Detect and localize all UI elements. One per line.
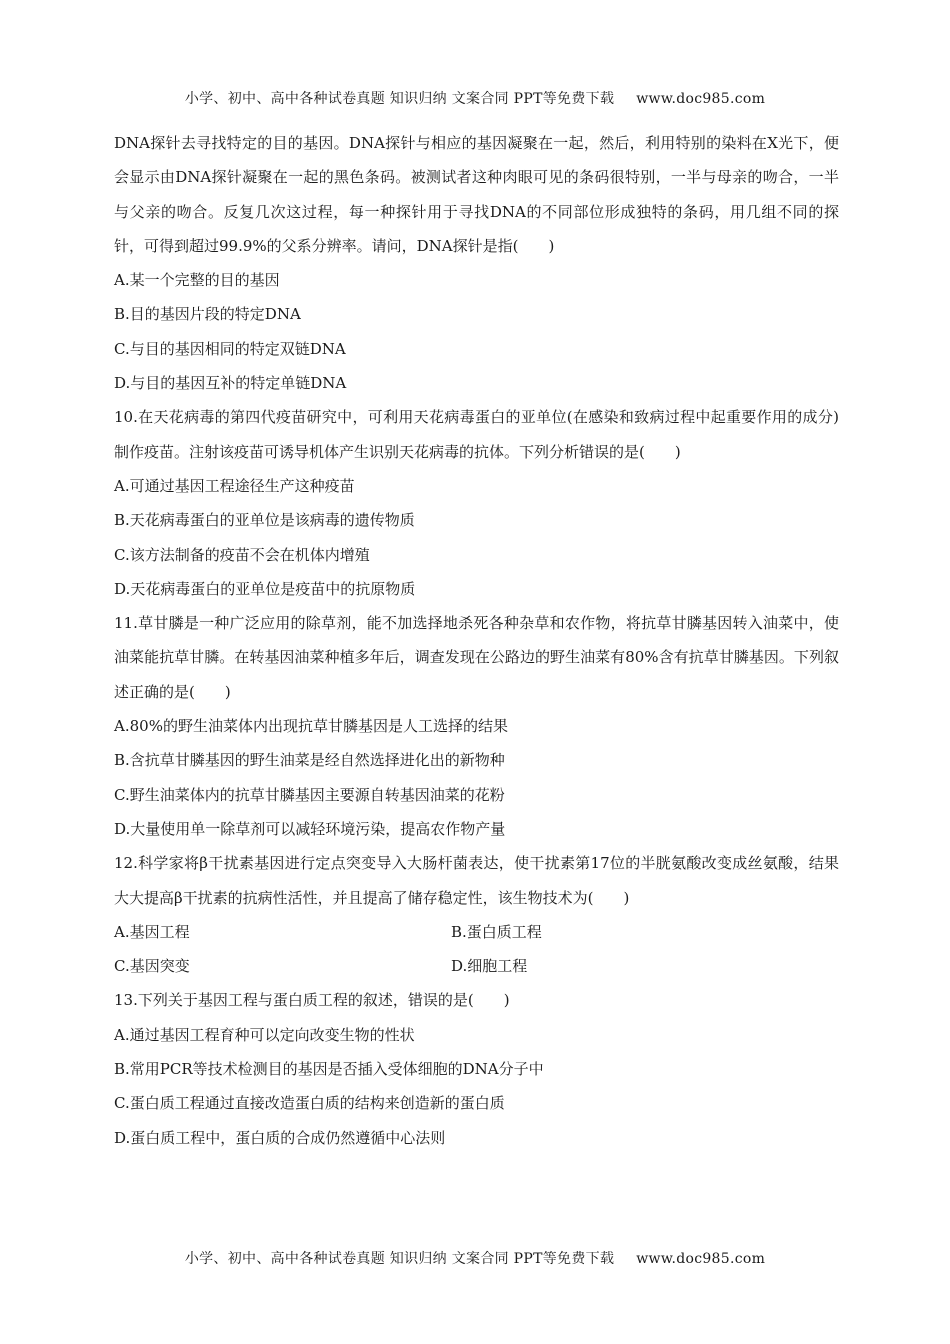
q10-option-c: C.该方法制备的疫苗不会在机体内增殖	[114, 545, 370, 564]
header-site: www.doc985.com	[636, 91, 766, 107]
q13-option-b: B.常用PCR等技术检测目的基因是否插入受体细胞的DNA分子中	[114, 1060, 544, 1079]
header-text: 小学、初中、高中各种试卷真题 知识归纳 文案合同 PPT等免费下载	[184, 91, 615, 107]
q12-options-row-2	[114, 949, 839, 983]
q12-option-b: B.蛋白质工程	[451, 922, 542, 941]
q9-option-b: B.目的基因片段的特定DNA	[114, 305, 301, 324]
q11-option-a: A.80%的野生油菜体内出现抗草甘膦基因是人工选择的结果	[114, 717, 508, 736]
q10-option-d: D.天花病毒蛋白的亚单位是疫苗中的抗原物质	[114, 579, 416, 598]
q11-stem: 11.草甘膦是一种广泛应用的除草剂，能不加选择地杀死各种杂草和农作物，将抗草甘膦基因转入油菜中，使油菜能抗草甘膦。在转基因油菜种植多年后，调查发现在公路边的野生油菜有80%含有抗草甘膦基因。下列叙述正确的是( )	[114, 614, 839, 701]
q9-option-d: D.与目的基因互补的特定单链DNA	[114, 374, 347, 393]
page-header	[0, 88, 950, 108]
page-content	[114, 126, 839, 1155]
q10-option-b: B.天花病毒蛋白的亚单位是该病毒的遗传物质	[114, 511, 415, 530]
q12-stem: 12.科学家将β干扰素基因进行定点突变导入大肠杆菌表达，使干扰素第17位的半胱氨酸改变成丝氨酸，结果大大提高β干扰素的抗病性活性，并且提高了储存稳定性，该生物技术为( )	[114, 854, 839, 907]
q11-option-b: B.含抗草甘膦基因的野生油菜是经自然选择进化出的新物种	[114, 751, 505, 770]
q13-option-a: A.通过基因工程育种可以定向改变生物的性状	[114, 1025, 415, 1044]
q12-options-row-1	[114, 915, 839, 949]
q12-option-a: A.基因工程	[114, 922, 190, 941]
q13-option-c: C.蛋白质工程通过直接改造蛋白质的结构来创造新的蛋白质	[114, 1094, 505, 1113]
footer-text: 小学、初中、高中各种试卷真题 知识归纳 文案合同 PPT等免费下载	[184, 1251, 615, 1267]
q9-stem: DNA探针去寻找特定的目的基因。DNA探针与相应的基因凝聚在一起，然后，利用特别的染料在X光下，便会显示由DNA探针凝聚在一起的黑色条码。被测试者这种肉眼可见的条码很特别，一半与母亲的吻合，一半与父亲的吻合。反复几次这过程，每一种探针用于寻找DNA的不同部位形成独特的条码，用几组不同的探针，可得到超过99.9%的父系分辨率。请问，DNA探针是指( )	[114, 134, 839, 255]
q13-option-d: D.蛋白质工程中，蛋白质的合成仍然遵循中心法则	[114, 1128, 446, 1147]
q11-option-d: D.大量使用单一除草剂可以减轻环境污染，提高农作物产量	[114, 819, 506, 838]
q10-stem: 10.在天花病毒的第四代疫苗研究中，可利用天花病毒蛋白的亚单位(在感染和致病过程中起重要作用的成分)制作疫苗。注射该疫苗可诱导机体产生识别天花病毒的抗体。下列分析错误的是( )	[114, 408, 839, 461]
q9-option-c: C.与目的基因相同的特定双链DNA	[114, 339, 346, 358]
q10-option-a: A.可通过基因工程途径生产这种疫苗	[114, 476, 355, 495]
q11-option-c: C.野生油菜体内的抗草甘膦基因主要源自转基因油菜的花粉	[114, 785, 505, 804]
page-footer	[0, 1248, 950, 1268]
footer-site: www.doc985.com	[636, 1251, 766, 1267]
q12-option-d: D.细胞工程	[451, 957, 528, 976]
q9-option-a: A.某一个完整的目的基因	[114, 271, 280, 290]
q13-stem: 13.下列关于基因工程与蛋白质工程的叙述，错误的是( )	[114, 991, 510, 1010]
q12-option-c: C.基因突变	[114, 957, 190, 976]
